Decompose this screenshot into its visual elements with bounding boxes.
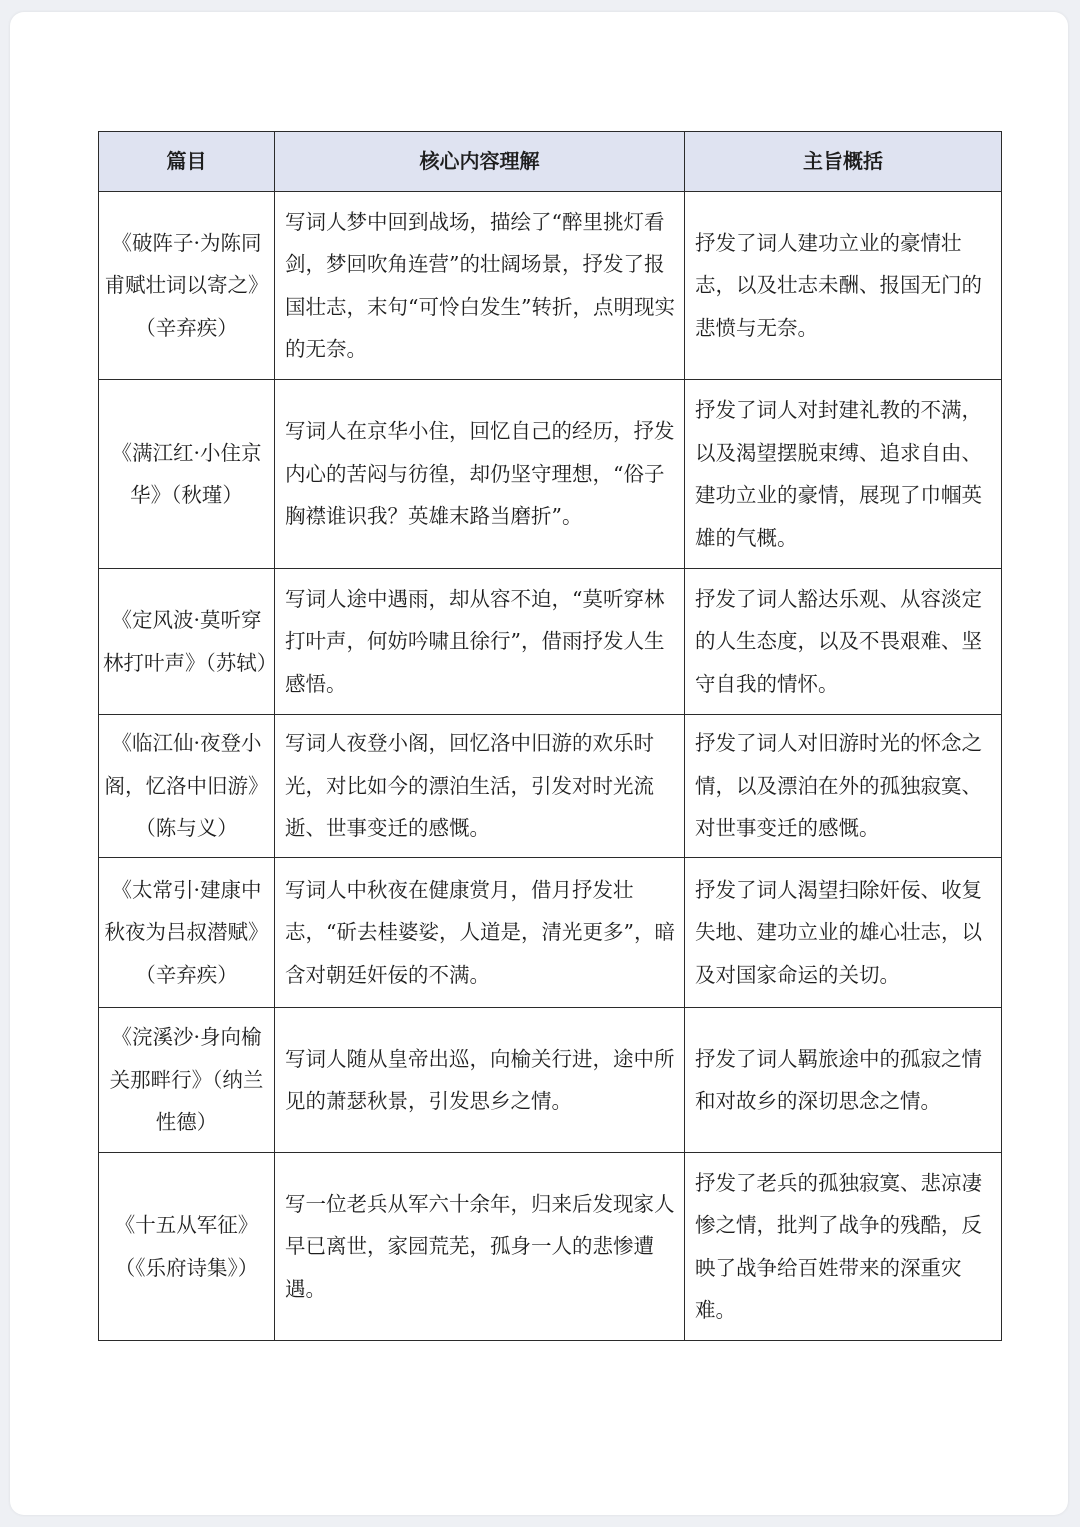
core-content-cell: 写一位老兵从军六十余年，归来后发现家人早已离世，家园荒芜，孤身一人的悲惨遭遇。 [275, 1153, 685, 1341]
theme-summary-cell: 抒发了老兵的孤独寂寞、悲凉凄惨之情，批判了战争的残酷，反映了战争给百姓带来的深重灾难。 [685, 1153, 1002, 1341]
table-row [99, 858, 1002, 1008]
poem-title-cell: 《浣溪沙·身向榆关那畔行》（纳兰性德） [99, 1008, 275, 1153]
table-row [99, 569, 1002, 715]
table-row [99, 1153, 1002, 1341]
table-body [99, 192, 1002, 1341]
poem-title-cell: 《满江红·小住京华》（秋瑾） [99, 380, 275, 569]
table-header [99, 132, 1002, 192]
core-content-cell: 写词人在京华小住，回忆自己的经历，抒发内心的苦闷与彷徨，却仍坚守理想，“俗子胸襟谁识我？英雄末路当磨折”。 [275, 380, 685, 569]
core-content-cell: 写词人随从皇帝出巡，向榆关行进，途中所见的萧瑟秋景，引发思乡之情。 [275, 1008, 685, 1153]
table-row [99, 715, 1002, 858]
poetry-summary-table [98, 131, 1002, 1341]
poem-title-cell: 《定风波·莫听穿林打叶声》（苏轼） [99, 569, 275, 715]
theme-summary-cell: 抒发了词人对封建礼教的不满，以及渴望摆脱束缚、追求自由、建功立业的豪情，展现了巾帼英雄的气概。 [685, 380, 1002, 569]
poem-title-cell: 《太常引·建康中秋夜为吕叔潜赋》（辛弃疾） [99, 858, 275, 1008]
table-row [99, 1008, 1002, 1153]
header-row [99, 132, 1002, 192]
table-row [99, 380, 1002, 569]
core-content-cell: 写词人夜登小阁，回忆洛中旧游的欢乐时光，对比如今的漂泊生活，引发对时光流逝、世事变迁的感慨。 [275, 715, 685, 858]
core-content-cell: 写词人中秋夜在健康赏月，借月抒发壮志，“斫去桂婆娑，人道是，清光更多”，暗含对朝廷奸佞的不满。 [275, 858, 685, 1008]
header-content-column: 核心内容理解 [275, 132, 685, 192]
theme-summary-cell: 抒发了词人渴望扫除奸佞、收复失地、建功立业的雄心壮志，以及对国家命运的关切。 [685, 858, 1002, 1008]
poem-title-cell: 《十五从军征》（《乐府诗集》） [99, 1153, 275, 1341]
header-title-column: 篇目 [99, 132, 275, 192]
theme-summary-cell: 抒发了词人羁旅途中的孤寂之情和对故乡的深切思念之情。 [685, 1008, 1002, 1153]
core-content-cell: 写词人途中遇雨，却从容不迫，“莫听穿林打叶声，何妨吟啸且徐行”，借雨抒发人生感悟。 [275, 569, 685, 715]
table-row [99, 192, 1002, 380]
header-theme-column: 主旨概括 [685, 132, 1002, 192]
poem-title-cell: 《临江仙·夜登小阁，忆洛中旧游》（陈与义） [99, 715, 275, 858]
document-page [10, 12, 1068, 1515]
core-content-cell: 写词人梦中回到战场，描绘了“醉里挑灯看剑，梦回吹角连营”的壮阔场景，抒发了报国壮志，末句“可怜白发生”转折，点明现实的无奈。 [275, 192, 685, 380]
theme-summary-cell: 抒发了词人豁达乐观、从容淡定的人生态度，以及不畏艰难、坚守自我的情怀。 [685, 569, 1002, 715]
poem-title-cell: 《破阵子·为陈同甫赋壮词以寄之》（辛弃疾） [99, 192, 275, 380]
theme-summary-cell: 抒发了词人建功立业的豪情壮志，以及壮志未酬、报国无门的悲愤与无奈。 [685, 192, 1002, 380]
theme-summary-cell: 抒发了词人对旧游时光的怀念之情，以及漂泊在外的孤独寂寞、对世事变迁的感慨。 [685, 715, 1002, 858]
